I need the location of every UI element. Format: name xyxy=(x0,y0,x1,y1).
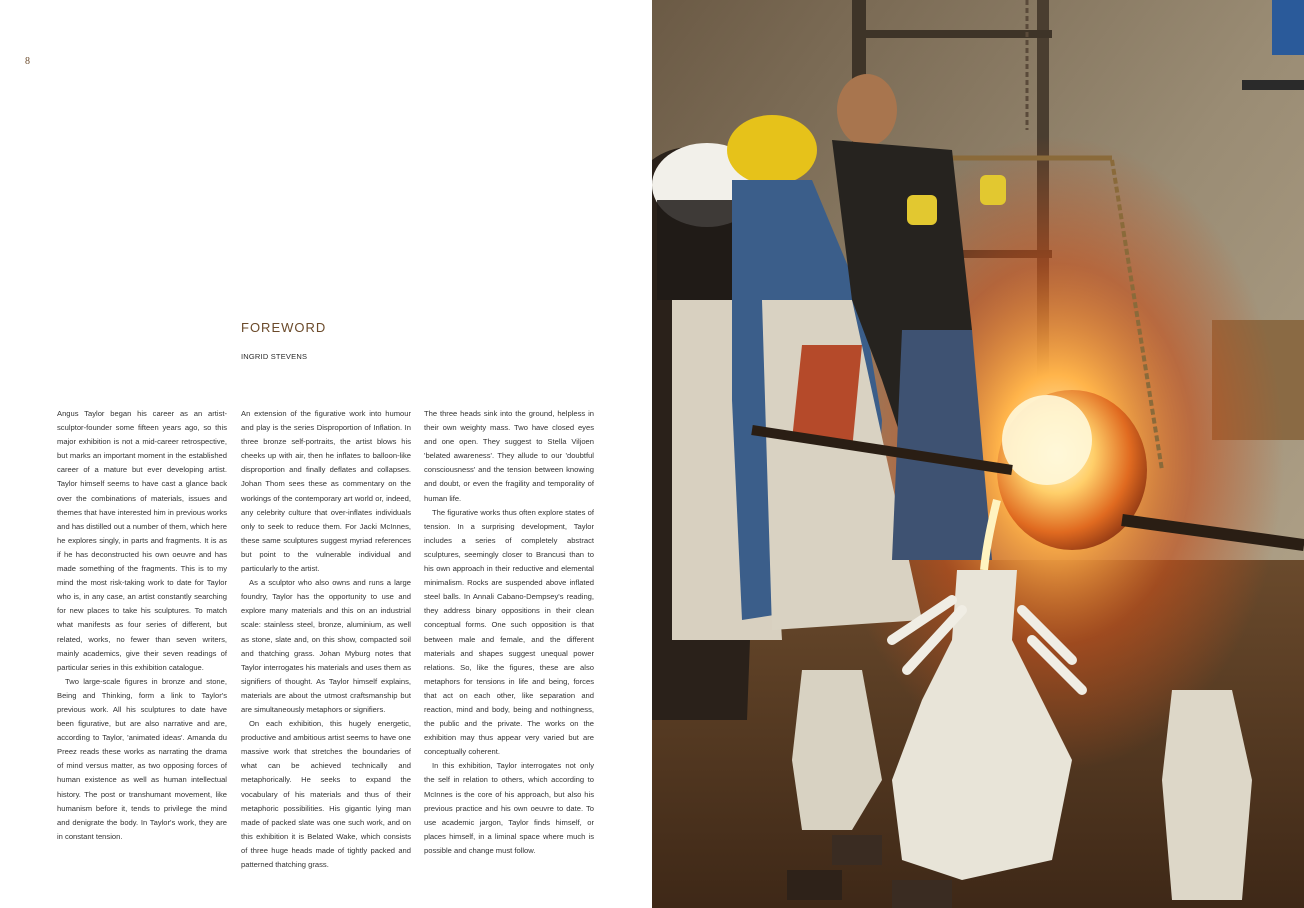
author-name: INGRID STEVENS xyxy=(241,352,308,361)
page-number: 8 xyxy=(25,56,30,67)
paragraph: The figurative works thus often explore states of tension. In a surprising development, Taylor includes a series of completely abstract sculptures, seemingly closer to Brancusi than to his own approach in their reductive and elemental minimalism. Rocks are suspended above inflated steel balls. In Annali Cabano-Dempsey's reading, they address binary oppositions in their clean conceptual forms. One such opposition is that between male and female, and the different materials and shapes suggest unequal power relations. So, like the figures, these are also metaphors for tensions in life and being, forces that act on each other, like separation and reaction, mind and body, being and nothingness, the public and the private. The works on the exhibition may thus appear very varied but are conceptually coherent. xyxy=(424,507,594,757)
foundry-pour-photo xyxy=(652,0,1304,908)
paragraph: The three heads sink into the ground, helpless in their own weighty mass. Two have closed eyes and one open. They suggest to Stella Viljoen 'belated awareness'. They allude to our 'doubtful consciousness' and the tension between knowing and doubt, or even the fragility and temporality of human life. xyxy=(424,409,594,503)
text-column-1 xyxy=(57,407,227,844)
paragraph: As a sculptor who also owns and runs a large foundry, Taylor has the opportunity to use and explore many materials and this on an industrial scale: stainless steel, bronze, aluminium, as well as stone, slate and, on this show, compacted soil and thatching grass. Johan Myburg notes that Taylor interrogates his materials and uses them as signifiers of thought. As Taylor himself explains, materials are about the utmost craftsmanship but are simultaneously metaphors or signifiers. xyxy=(241,578,411,714)
text-column-2 xyxy=(241,407,411,872)
paragraph: On each exhibition, this hugely energetic, productive and ambitious artist seems to have one massive work that stretches the boundaries of what can be achieved technically and metaphorically. He seeks to expand the vocabulary of his materials and thus of their metaphoric possibilities. His gigantic lying man made of packed slate was one such work, and on this exhibition it is Belated Wake, which consists of three huge heads made of tightly packed and patterned thatching grass. xyxy=(241,719,411,869)
text-column-3 xyxy=(424,407,594,858)
paragraph: In this exhibition, Taylor interrogates not only the self in relation to others, which according to McInnes is the core of his approach, but also his previous practice and his own oeuvre to date. To use academic jargon, Taylor finds himself, or places himself, in a liminal space where much is possible and change must follow. xyxy=(424,761,594,855)
paragraph: Angus Taylor began his career as an artist-sculptor-founder some fifteen years ago, so this major exhibition is not a mid-career retrospective, but marks an important moment in the established career of a mature but ever developing artist. Taylor himself seems to have cast a glance back over the combinations of materials, issues and themes that have interested him in previous works and has distilled out a number of them, which here he explores singly, in parts and fragments. It is as if he has deconstructed his own oeuvre and has made something of the fragments. This is to my mind the most risk-taking work to date for Taylor who is, in any case, an artist constantly searching for new places to take his sculptures. To match what manifests as four series of different, but related, works, no fewer than seven writers, mainly academics, give their seven readings of particular series in this exhibition catalogue. xyxy=(57,409,227,672)
paragraph: An extension of the figurative work into humour and play is the series Disproportion of Inflation. In three bronze self-portraits, the artist blows his cheeks up with air, then he inflates to balloon-like disproportion and finally deflates and collapses. Johan Thom sees these as commentary on the workings of the contemporary art world or, indeed, any celebrity culture that over-inflates individuals only to seek to reduce them. For Jacki McInnes, these same sculptures suggest myriad references but point to the vulnerable individual and particularly to the artist. xyxy=(241,409,411,574)
page-title: FOREWORD xyxy=(241,320,327,335)
paragraph: Two large-scale figures in bronze and stone, Being and Thinking, form a link to Taylor's previous work. All his sculptures to date have been figurative, but are also narrative and are, according to Taylor, 'animated ideas'. Amanda du Preez reads these works as narrating the drama of mind versus matter, as two opposing forces of human existence as well as human intellectual history. The post or transhumant movement, like humanism before it, tends to privilege the mind and denigrate the body. In Taylor's work, they are in constant tension. xyxy=(57,676,227,841)
